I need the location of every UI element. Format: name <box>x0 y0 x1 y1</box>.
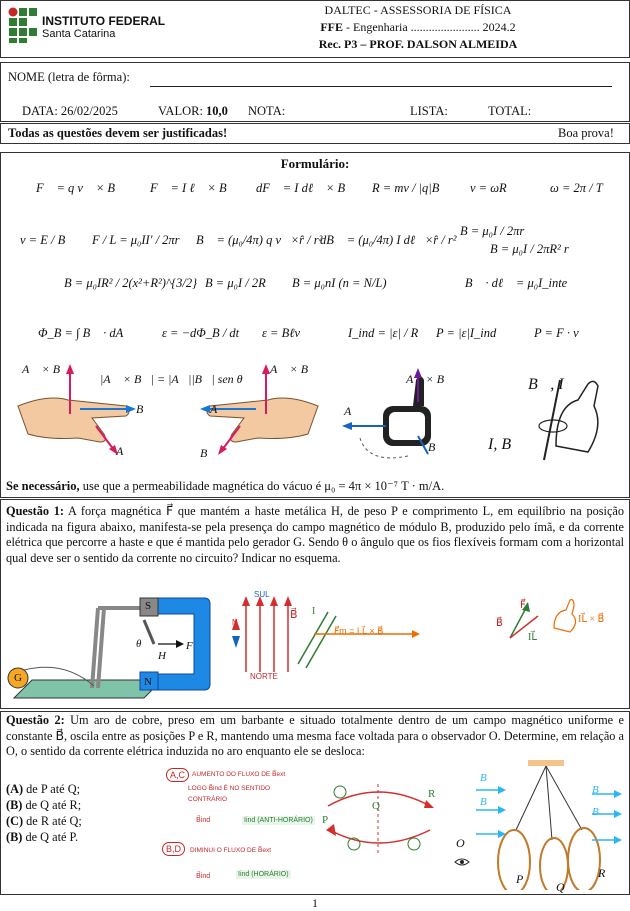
hw-B2: B⃗ <box>496 618 503 629</box>
hw-P: P <box>322 814 329 826</box>
hw-IL: IL⃗ <box>528 632 537 643</box>
fig-B-right-2: B⃗ <box>592 806 608 818</box>
formula-4-5: P = |ε|I_ind <box>436 326 497 340</box>
good-luck: Boa prova! <box>558 126 614 140</box>
hw-force-eq: F⃗m = I L⃗ × B⃗ <box>334 626 384 636</box>
hw-ac-bind: B⃗ind <box>196 817 211 824</box>
hand-label-magnitude: |A⃗ × B⃗| = |A⃗||B⃗| sen θ <box>100 372 243 386</box>
hw-R: R <box>428 788 436 800</box>
hw-I: I <box>312 606 316 617</box>
institution-subname: Santa Catarina <box>42 28 116 40</box>
fig-theta-label: θ <box>136 638 142 650</box>
formulary-title: Formulário: <box>280 156 350 171</box>
hand-label-B-right: B⃗ <box>200 446 217 460</box>
hw-bd-line1: DIMINUI O FLUXO DE B⃗ext <box>190 847 272 854</box>
q2-item-c: (C) de R até Q; <box>6 814 82 828</box>
value-amount: 10,0 <box>206 104 228 118</box>
fig-G-label: G <box>14 672 22 684</box>
hw-B-field: B⃗ <box>290 609 298 621</box>
formula-3-2: B = μ₀I / 2R <box>205 276 266 290</box>
formula-1-1: F⃗ = q v⃗ × B⃗ <box>36 181 125 195</box>
formula-4-1: Φ_B = ∫ B⃗ · dA⃗ <box>38 326 133 340</box>
fig-F-label: F <box>186 640 193 652</box>
name-field[interactable] <box>150 85 612 87</box>
course-line <box>273 20 563 35</box>
total-label: TOTAL: <box>488 104 532 118</box>
permeability-note: Se necessário, use que a permeabilidade magnética do vácuo é μ₀ = 4π × 10⁻⁷ T · m/A. <box>6 479 445 493</box>
course-rest: - Engenharia ....................... 2024.2 <box>343 20 516 34</box>
hw-F: F⃗ <box>520 600 526 611</box>
question-2-text: Questão 2: Um aro de cobre, preso em um barbante e situado totalmente dentro de um campo magnético uniforme e constante B⃗, oscila entre as posições P e R, mantendo uma mesma face voltada para o observador O. Determine, em relação a O, o sentido da corrente elétrica induzida no aro enquanto ele se desloca: <box>6 713 624 759</box>
hw-ac-line2: LOGO B⃗ind É NO SENTIDO <box>188 785 271 792</box>
observer-O-label: O <box>456 836 465 850</box>
page-number: 1 <box>312 896 318 910</box>
hw-sul: SUL <box>254 590 270 599</box>
hw-N: N <box>232 618 238 627</box>
value-label: VALOR: 10,0 <box>158 104 228 118</box>
thumb-label-A: A⃗ <box>344 404 361 418</box>
thumb-label-B: B⃗ <box>428 440 445 454</box>
formula-4-6: P = F · v <box>534 326 579 340</box>
fig-S-label: S <box>145 600 152 612</box>
exam-title: Rec. P3 – PROF. DALSON ALMEIDA <box>318 37 518 51</box>
hand-label-cross-right: A⃗ × B⃗ <box>270 362 318 376</box>
formula-2-3: B⃗ = (μ₀/4π) q v⃗×r̂ / r² <box>196 233 323 247</box>
formula-2-5: B = μ₀I / 2πr <box>460 224 525 238</box>
curl-label-bottom: I, B⃗ <box>488 436 524 453</box>
hand-label-A-left: A⃗ <box>116 444 133 458</box>
dept-title: DALTEC - ASSESSORIA DE FÍSICA <box>324 3 512 17</box>
fig-N-label: N <box>144 676 152 688</box>
formula-1-5: v = ωR <box>470 181 507 195</box>
formula-3-1: B = μ₀IR² / 2(x²+R²)^{3/2} <box>64 276 198 290</box>
formula-2-1: v = E / B <box>20 233 66 247</box>
hw-bd-tag: B,D <box>162 842 185 856</box>
hw-bd-iind: Iind (HORÁRIO) <box>238 871 289 878</box>
hand-label-cross-left: A⃗ × B⃗ <box>22 362 70 376</box>
eye-icon <box>454 852 470 862</box>
formula-3-4: ∮ B⃗ · dℓ⃗ = μ₀I_inte <box>452 276 568 290</box>
hw-ILB: IL⃗ × B⃗ <box>578 614 605 625</box>
hand-label-B-left: B⃗ <box>136 402 153 416</box>
hw-ac-line1: AUMENTO DO FLUXO DE B⃗ext <box>192 771 286 778</box>
question-1-text: Questão 1: A força magnética F⃗ que mantém a haste metálica H, de peso P e comprimento L, em equilíbrio na posição indicada na figura abaixo, manifesta-se pela presença do campo magnético de módulo B, produzido pelo ímã, e da corrente elétrica que percorre a haste e que é mantida pelo gerador G. Sendo θ o ângulo que os fios flexíveis formam com a horizontal qual deve ser o sentido da corrente no circuito? Indicar no esquema. <box>6 504 625 565</box>
formula-3-3: B = μ₀nI (n = N/L) <box>292 276 387 290</box>
q2-item-d: (B) de Q até P. <box>6 830 79 844</box>
hand-label-A-right: A⃗ <box>210 402 227 416</box>
magnet-circuit-figure <box>4 590 214 706</box>
formula-1-3: dF⃗ = I dℓ⃗ × B⃗ <box>256 181 355 195</box>
justify-notice: Todas as questões devem ser justificadas! <box>8 126 228 140</box>
formula-4-3: ε = Bℓv <box>262 326 301 340</box>
institution-name: INSTITUTO FEDERAL <box>42 14 166 28</box>
formula-1-2: F⃗ = I ℓ⃗ × B⃗ <box>150 181 237 195</box>
hw-ac-line3: CONTRÁRIO <box>188 796 227 803</box>
fig-P-label: P <box>516 872 524 886</box>
formula-4-2: ε = −dΦ_B / dt <box>162 326 240 340</box>
thumb-label-cross: A⃗ × B⃗ <box>406 372 454 386</box>
fig-Q-label: Q <box>556 880 565 894</box>
question-2-label: Questão 2: <box>6 713 65 727</box>
date-label: DATA: 26/02/2025 <box>22 104 118 118</box>
hw-ac-iind: Iind (ANTI-HORÁRIO) <box>244 817 313 824</box>
fig-R-label: R <box>598 866 606 880</box>
formula-2-4: dB⃗ = (μ₀/4π) I dℓ⃗×r̂ / r² <box>320 233 457 247</box>
formula-2-2: F / L = μ₀II′ / 2πr <box>92 233 180 247</box>
hw-norte: NORTE <box>250 672 278 681</box>
q2-item-a: (A) de P até Q; <box>6 782 80 796</box>
curl-label-top: B⃗, I <box>528 376 564 393</box>
fig-B-right-1: B⃗ <box>592 784 608 796</box>
grade-label: NOTA: <box>248 104 286 118</box>
institution-logo <box>8 7 38 43</box>
q2-item-b: (B) de Q até R; <box>6 798 82 812</box>
formula-4-4: I_ind = |ε| / R <box>348 326 419 340</box>
hw-ac-tag: A,C <box>166 768 189 782</box>
formula-1-4: R = mv / |q|B <box>372 181 440 195</box>
question-1-label: Questão 1: <box>6 504 64 518</box>
hw-bd-bind: B⃗ind <box>196 873 211 880</box>
fig-B-left-1: B⃗ <box>480 772 496 784</box>
formula-2-6: B = μ₀I / 2πR² r <box>490 242 569 256</box>
hw-Q: Q <box>372 800 380 812</box>
q2-handwritten-path-sketch <box>318 772 448 862</box>
list-label: LISTA: <box>410 104 448 118</box>
name-label: NOME (letra de fôrma): <box>8 70 130 84</box>
formula-1-6: ω = 2π / T <box>550 181 603 195</box>
fig-B-left-2: B⃗ <box>480 796 496 808</box>
course-prefix: FFE <box>320 20 344 34</box>
fig-H-label: H <box>158 650 166 662</box>
